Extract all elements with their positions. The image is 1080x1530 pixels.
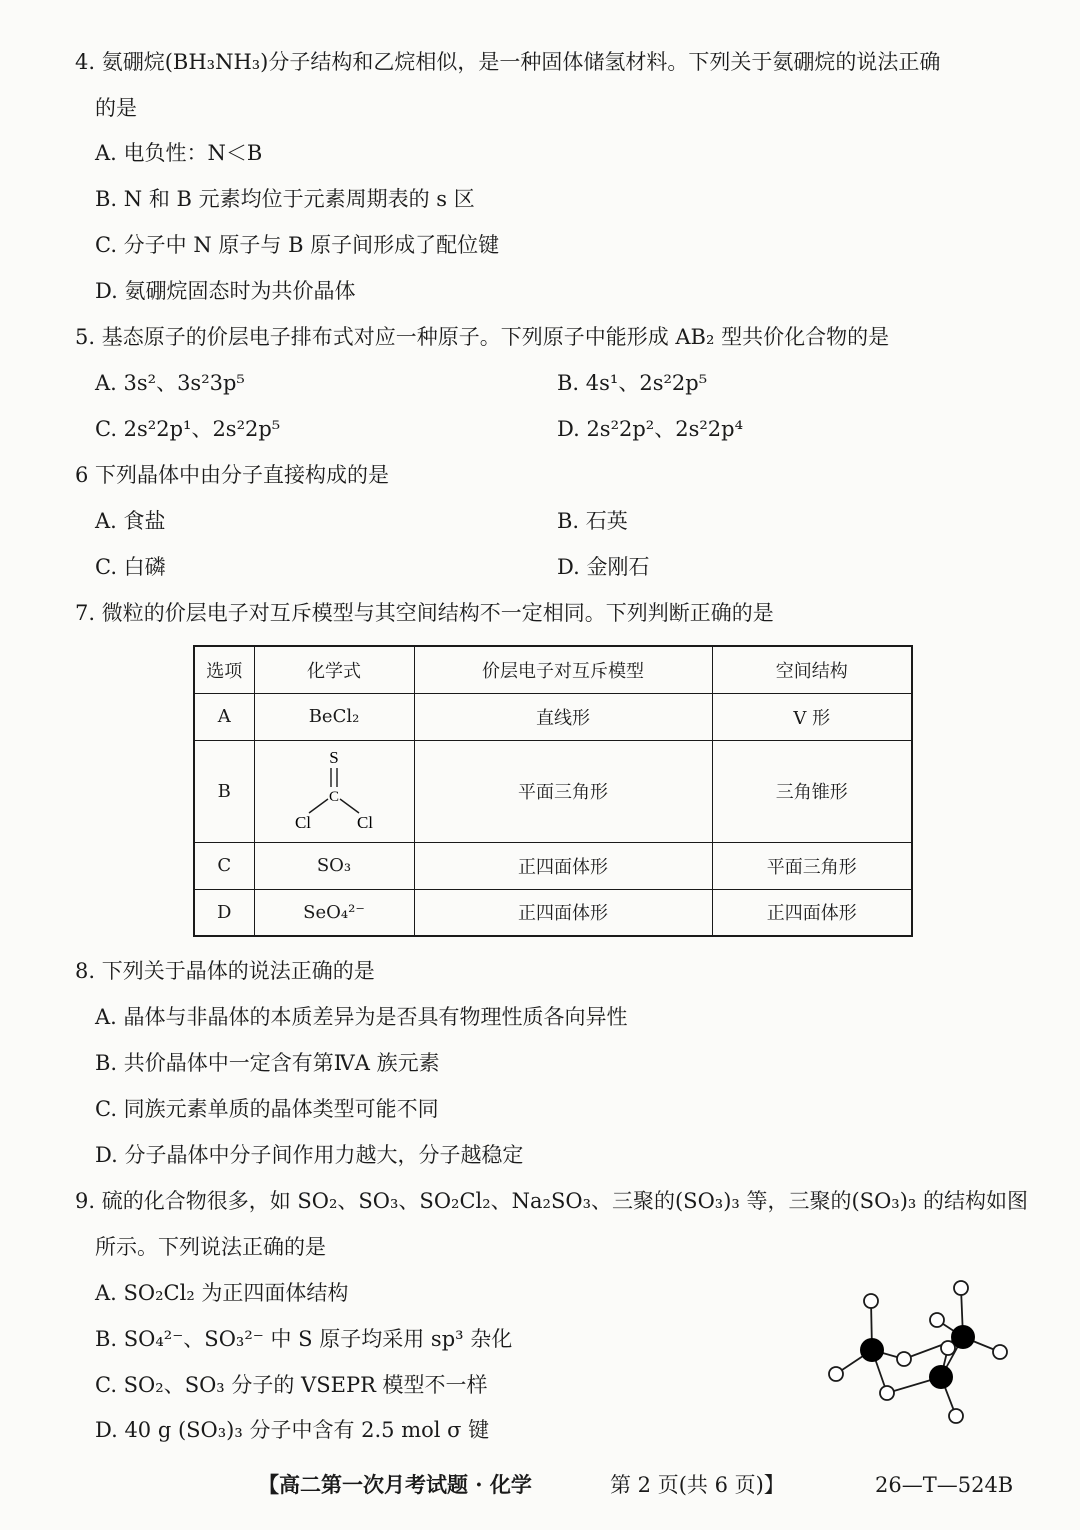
oxygen-atom	[954, 1281, 968, 1295]
table-row	[194, 842, 912, 889]
single-bond-line	[309, 799, 328, 813]
atom-c-label: C	[328, 788, 340, 805]
q8-option-c: C. 同族元素单质的晶体类型可能不同	[95, 1097, 439, 1121]
oxygen-atom	[930, 1313, 944, 1327]
row-d-vsepr: 正四面体形	[414, 889, 712, 936]
q9-option-b: B. SO₄²⁻、SO₃²⁻ 中 S 原子均采用 sp³ 杂化	[95, 1327, 513, 1351]
row-d-formula: SeO₄²⁻	[254, 889, 414, 936]
footer-exam-title: 【高二第一次月考试题 · 化学	[258, 1472, 532, 1497]
q6-stem: 6 下列晶体中由分子直接构成的是	[75, 463, 390, 487]
row-a-option: A	[194, 693, 254, 740]
table-header-row	[194, 646, 912, 693]
q4-option-c: C. 分子中 N 原子与 B 原子间形成了配位键	[95, 233, 500, 257]
q6-option-d: D. 金刚石	[557, 555, 650, 579]
q4-stem-line1: 4. 氨硼烷(BH₃NH₃)分子结构和乙烷相似，是一种固体储氢材料。下列关于氨硼烷的说法正确	[75, 50, 941, 74]
q5-option-d: D. 2s²2p²、2s²2p⁴	[557, 417, 743, 441]
q6-option-c: C. 白磷	[95, 555, 166, 579]
row-a-shape: V 形	[712, 693, 912, 740]
oxygen-atom	[993, 1345, 1007, 1359]
q5-option-b: B. 4s¹、2s²2p⁵	[557, 371, 708, 395]
header-vsepr: 价层电子对互斥模型	[414, 646, 712, 693]
q8-option-a: A. 晶体与非晶体的本质差异为是否具有物理性质各向异性	[95, 1005, 628, 1029]
q6-option-b: B. 石英	[557, 509, 628, 533]
table-row	[194, 889, 912, 936]
oxygen-atom	[949, 1409, 963, 1423]
q5-option-a: A. 3s²、3s²3p⁵	[95, 371, 245, 395]
q9-stem-line1: 9. 硫的化合物很多，如 SO₂、SO₃、SO₂Cl₂、Na₂SO₃、三聚的(SO₃)₃ 等，三聚的(SO₃)₃ 的结构如图	[75, 1189, 1028, 1213]
row-d-shape: 正四面体形	[712, 889, 912, 936]
atom-s-label: S	[329, 747, 339, 767]
row-c-vsepr: 正四面体形	[414, 842, 712, 889]
q5-stem: 5. 基态原子的价层电子排布式对应一种原子。下列原子中能形成 AB₂ 型共价化合物的是	[75, 325, 890, 349]
q8-option-b: B. 共价晶体中一定含有第ⅣA 族元素	[95, 1051, 440, 1075]
oxygen-atom	[897, 1352, 911, 1366]
so3-trimer-structure-diagram	[820, 1270, 1020, 1440]
row-b-formula	[254, 740, 414, 842]
footer-code: 26—T—524B	[875, 1473, 1014, 1497]
q5-option-c: C. 2s²2p¹、2s²2p⁵	[95, 417, 281, 441]
row-a-vsepr: 直线形	[414, 693, 712, 740]
header-formula: 化学式	[254, 646, 414, 693]
atom-cl-label: Cl	[356, 812, 374, 832]
q8-stem: 8. 下列关于晶体的说法正确的是	[75, 959, 375, 983]
q9-option-d: D. 40 g (SO₃)₃ 分子中含有 2.5 mol σ 键	[95, 1418, 490, 1442]
single-bond-line	[340, 799, 359, 813]
q4-option-a: A. 电负性：N＜B	[95, 141, 263, 165]
q4-option-b: B. N 和 B 元素均位于元素周期表的 s 区	[95, 187, 475, 211]
row-c-option: C	[194, 842, 254, 889]
q7-table	[193, 645, 913, 937]
row-d-option: D	[194, 889, 254, 936]
q4-stem-line2: 的是	[95, 96, 137, 120]
row-b-vsepr: 平面三角形	[414, 740, 712, 842]
oxygen-atom	[864, 1294, 878, 1308]
q8-option-d: D. 分子晶体中分子间作用力越大，分子越稳定	[95, 1143, 524, 1167]
q4-option-d: D. 氨硼烷固态时为共价晶体	[95, 279, 356, 303]
q9-stem-line2: 所示。下列说法正确的是	[95, 1235, 326, 1259]
table-row	[194, 740, 912, 842]
table-row	[194, 693, 912, 740]
footer-page-number: 第 2 页(共 6 页)】	[610, 1473, 785, 1497]
row-c-shape: 平面三角形	[712, 842, 912, 889]
row-b-option: B	[194, 740, 254, 842]
q9-option-c: C. SO₂、SO₃ 分子的 VSEPR 模型不一样	[95, 1373, 488, 1397]
sulfur-atom	[860, 1338, 884, 1362]
q9-option-a: A. SO₂Cl₂ 为正四面体结构	[95, 1281, 349, 1305]
sulfur-atom	[929, 1365, 953, 1389]
q7-stem: 7. 微粒的价层电子对互斥模型与其空间结构不一定相同。下列判断正确的是	[75, 601, 774, 625]
atom-cl-label: Cl	[294, 812, 312, 832]
row-c-formula: SO₃	[254, 842, 414, 889]
header-option: 选项	[194, 646, 254, 693]
sulfur-atom	[951, 1325, 975, 1349]
oxygen-atom	[880, 1386, 894, 1400]
cscl2-structure-diagram	[289, 746, 379, 832]
row-b-shape: 三角锥形	[712, 740, 912, 842]
header-shape: 空间结构	[712, 646, 912, 693]
row-a-formula: BeCl₂	[254, 693, 414, 740]
q6-option-a: A. 食盐	[95, 509, 166, 533]
oxygen-atom	[829, 1367, 843, 1381]
